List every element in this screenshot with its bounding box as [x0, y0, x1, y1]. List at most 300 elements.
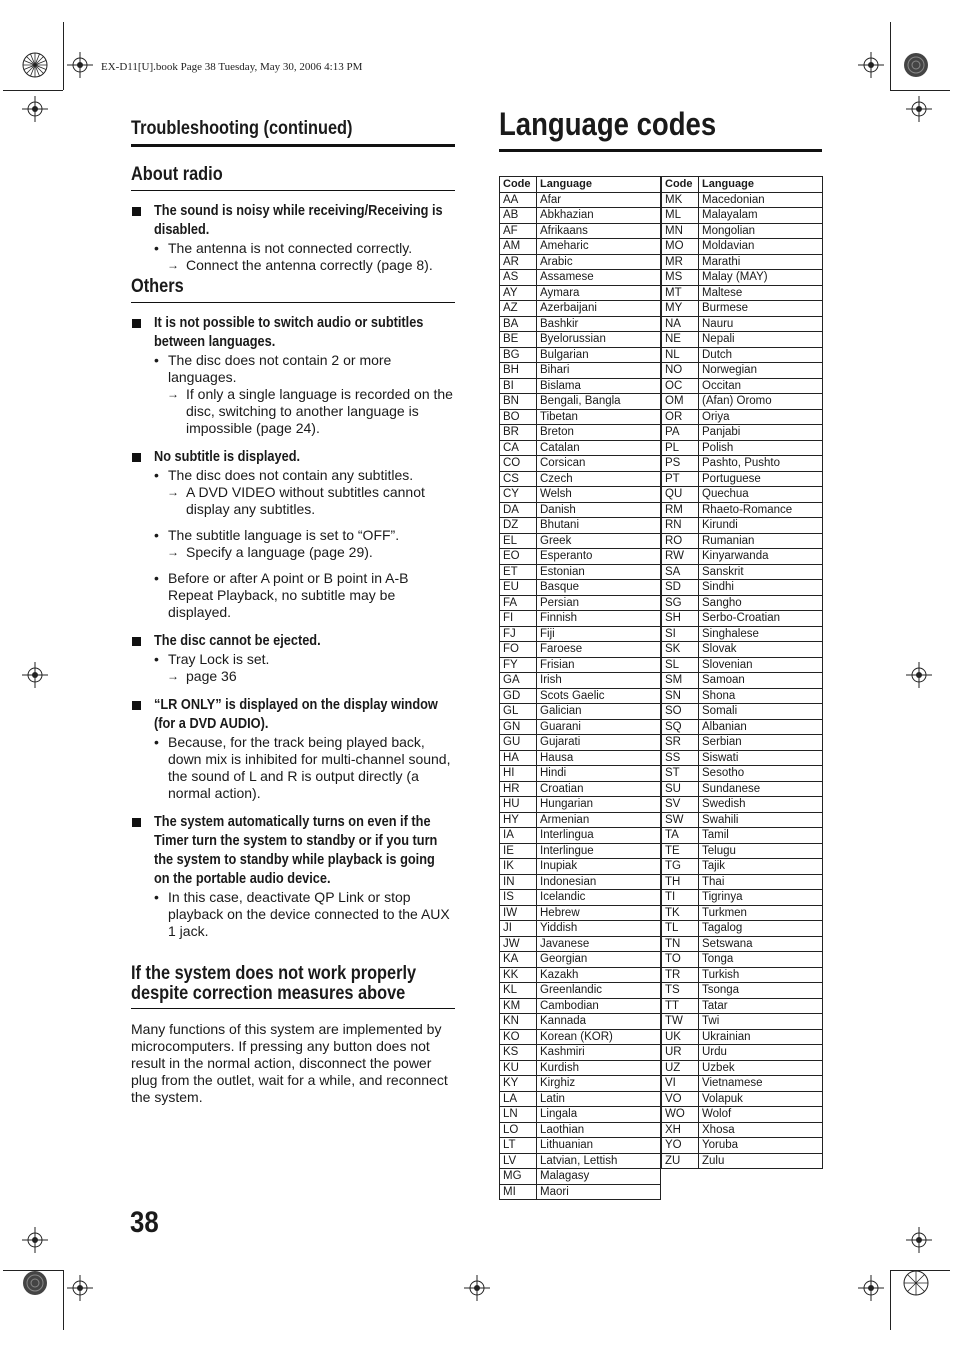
language-name-cell: Armenian [537, 812, 661, 828]
table-row [500, 487, 661, 503]
language-code-cell: EO [500, 549, 537, 565]
table-row [662, 797, 823, 813]
language-name-cell: Polish [699, 440, 823, 456]
registration-target-icon [903, 1270, 929, 1296]
language-code-cell: TK [662, 905, 699, 921]
language-name-cell: Byelorussian [537, 332, 661, 348]
not-working-heading: If the system does not work properly despite correction measures above [131, 963, 417, 1004]
language-name-cell: Estonian [537, 564, 661, 580]
table-row [662, 533, 823, 549]
language-code-cell: IE [500, 843, 537, 859]
square-bullet-icon [132, 701, 141, 710]
table-row [662, 1107, 823, 1123]
language-code-cell: IN [500, 874, 537, 890]
language-code-cell: TH [662, 874, 699, 890]
crosshair-icon [858, 52, 884, 78]
language-name-cell: Welsh [537, 487, 661, 503]
others-list [131, 314, 455, 940]
table-row [500, 874, 661, 890]
table-row [662, 471, 823, 487]
language-code-cell: TT [662, 998, 699, 1014]
language-name-cell: Finnish [537, 611, 661, 627]
language-name-cell: Bihari [537, 363, 661, 379]
table-row [500, 859, 661, 875]
language-name-cell: Swedish [699, 797, 823, 813]
language-code-cell: AF [500, 223, 537, 239]
language-name-cell: Rhaeto-Romance [699, 502, 823, 518]
table-row [500, 642, 661, 658]
table-row [500, 409, 661, 425]
language-code-cell: ST [662, 766, 699, 782]
table-row [500, 1153, 661, 1169]
language-name-cell: Afar [537, 192, 661, 208]
language-name-cell: Dutch [699, 347, 823, 363]
column-header-code: Code [500, 177, 537, 193]
table-row [500, 518, 661, 534]
table-row [662, 611, 823, 627]
table-header-row [662, 177, 823, 193]
table-row [662, 1091, 823, 1107]
language-code-cell: GN [500, 719, 537, 735]
square-bullet-icon [132, 637, 141, 646]
language-code-cell: EL [500, 533, 537, 549]
language-code-cell: CY [500, 487, 537, 503]
language-code-cell: MY [662, 301, 699, 317]
language-name-cell: Galician [537, 704, 661, 720]
registration-target-icon [22, 52, 48, 78]
heading-rule [131, 302, 455, 303]
language-name-cell: Malay (MAY) [699, 270, 823, 286]
language-code-cell: OC [662, 378, 699, 394]
question: No subtitle is displayed. [131, 448, 455, 467]
language-code-cell: AZ [500, 301, 537, 317]
language-name-cell: Bislama [537, 378, 661, 394]
table-row [662, 704, 823, 720]
table-row [662, 192, 823, 208]
arrow-right-icon: → [167, 387, 179, 401]
right-column [499, 106, 822, 152]
language-code-table-2 [661, 176, 823, 1169]
language-name-cell: Bengali, Bangla [537, 394, 661, 410]
language-code-cell: GU [500, 735, 537, 751]
language-code-cell: LV [500, 1153, 537, 1169]
language-code-cell: HA [500, 750, 537, 766]
arrow-right-icon: → [167, 545, 179, 559]
language-name-cell: Kashmiri [537, 1045, 661, 1061]
page-title: Language codes [499, 106, 717, 142]
language-code-cell: AB [500, 208, 537, 224]
language-name-cell: Tatar [699, 998, 823, 1014]
language-code-cell: BE [500, 332, 537, 348]
language-code-cell: KL [500, 983, 537, 999]
language-name-cell: Samoan [699, 673, 823, 689]
language-name-cell: Oriya [699, 409, 823, 425]
language-name-cell: Yiddish [537, 921, 661, 937]
language-code-cell: MK [662, 192, 699, 208]
language-code-cell: EU [500, 580, 537, 596]
language-name-cell: Lithuanian [537, 1138, 661, 1154]
language-name-cell: Scots Gaelic [537, 688, 661, 704]
language-name-cell: Greek [537, 533, 661, 549]
language-code-cell: IS [500, 890, 537, 906]
table-row [662, 1060, 823, 1076]
language-code-cell: SS [662, 750, 699, 766]
language-name-cell: Laothian [537, 1122, 661, 1138]
table-row [662, 239, 823, 255]
language-name-cell: Burmese [699, 301, 823, 317]
table-row [500, 192, 661, 208]
table-row [662, 843, 823, 859]
table-row [662, 983, 823, 999]
language-code-cell: SH [662, 611, 699, 627]
language-name-cell: Fiji [537, 626, 661, 642]
language-name-cell: Sangho [699, 595, 823, 611]
language-name-cell: Telugu [699, 843, 823, 859]
table-row [500, 208, 661, 224]
language-name-cell: Panjabi [699, 425, 823, 441]
table-row [662, 1153, 823, 1169]
language-code-cell: SG [662, 595, 699, 611]
table-row [500, 471, 661, 487]
question: “LR ONLY” is displayed on the display window (for a DVD AUDIO). [131, 696, 455, 734]
table-row [500, 843, 661, 859]
table-row [662, 270, 823, 286]
table-row [662, 719, 823, 735]
table-row [662, 378, 823, 394]
language-code-cell: BG [500, 347, 537, 363]
table-row [662, 549, 823, 565]
language-code-cell: BI [500, 378, 537, 394]
language-code-cell: SQ [662, 719, 699, 735]
language-name-cell: Volapuk [699, 1091, 823, 1107]
section-title: Troubleshooting (continued) [131, 118, 353, 139]
language-name-cell: Maori [537, 1184, 661, 1200]
table-row [500, 611, 661, 627]
language-code-cell: FI [500, 611, 537, 627]
table-row [662, 595, 823, 611]
table-row [500, 1060, 661, 1076]
table-row [500, 1076, 661, 1092]
language-name-cell: Serbo-Croatian [699, 611, 823, 627]
language-name-cell: Pashto, Pushto [699, 456, 823, 472]
table-row [500, 270, 661, 286]
table-row [662, 316, 823, 332]
table-row [662, 285, 823, 301]
language-name-cell: Nauru [699, 316, 823, 332]
language-name-cell: Abkhazian [537, 208, 661, 224]
question: It is not possible to switch audio or subtitles between languages. [131, 314, 455, 352]
language-name-cell: Sanskrit [699, 564, 823, 580]
language-code-cell: BR [500, 425, 537, 441]
language-name-cell: Albanian [699, 719, 823, 735]
language-code-cell: KN [500, 1014, 537, 1030]
language-code-cell: PA [662, 425, 699, 441]
answer: • The antenna is not connected correctly. [154, 240, 413, 256]
language-code-cell: IW [500, 905, 537, 921]
language-code-cell: MG [500, 1169, 537, 1185]
language-name-cell: Slovak [699, 642, 823, 658]
question: The system automatically turns on even if the Timer turn the system to standby or if you turn the system to standby while playback is going on the portable audio device. [131, 813, 455, 889]
language-code-cell: UZ [662, 1060, 699, 1076]
language-name-cell: Occitan [699, 378, 823, 394]
language-name-cell: Swahili [699, 812, 823, 828]
table-row [500, 719, 661, 735]
language-code-cell: CO [500, 456, 537, 472]
table-row [662, 657, 823, 673]
language-name-cell: Guarani [537, 719, 661, 735]
language-name-cell: Latin [537, 1091, 661, 1107]
column-header-language: Language [537, 177, 661, 193]
language-name-cell: Kirundi [699, 518, 823, 534]
language-code-cell: AR [500, 254, 537, 270]
registration-target-icon [903, 52, 929, 78]
language-code-cell: NL [662, 347, 699, 363]
language-name-cell: Wolof [699, 1107, 823, 1123]
language-name-cell: Indonesian [537, 874, 661, 890]
crosshair-icon [67, 1275, 93, 1301]
table-row [662, 781, 823, 797]
left-column [131, 118, 455, 1106]
language-name-cell: Twi [699, 1014, 823, 1030]
language-code-cell: KA [500, 952, 537, 968]
language-code-cell: YO [662, 1138, 699, 1154]
language-name-cell: Tajik [699, 859, 823, 875]
language-name-cell: Tagalog [699, 921, 823, 937]
language-name-cell: Corsican [537, 456, 661, 472]
language-name-cell: Aymara [537, 285, 661, 301]
language-name-cell: Zulu [699, 1153, 823, 1169]
language-name-cell: Inupiak [537, 859, 661, 875]
language-name-cell: Kannada [537, 1014, 661, 1030]
table-row [500, 967, 661, 983]
language-code-cell: UK [662, 1029, 699, 1045]
language-name-cell: Tibetan [537, 409, 661, 425]
table-row [500, 1184, 661, 1200]
table-row [662, 998, 823, 1014]
language-code-cell: KM [500, 998, 537, 1014]
table-row [500, 781, 661, 797]
crosshair-icon [22, 662, 48, 688]
language-code-cell: DZ [500, 518, 537, 534]
language-name-cell: Kazakh [537, 967, 661, 983]
language-name-cell: Singhalese [699, 626, 823, 642]
table-row [662, 1029, 823, 1045]
language-code-cell: DA [500, 502, 537, 518]
table-row [500, 797, 661, 813]
language-code-cell: JI [500, 921, 537, 937]
table-row [500, 1029, 661, 1045]
language-code-cell: LT [500, 1138, 537, 1154]
table-row [662, 750, 823, 766]
table-row [500, 657, 661, 673]
table-row [500, 952, 661, 968]
language-name-cell: Latvian, Lettish [537, 1153, 661, 1169]
language-name-cell: Ameharic [537, 239, 661, 255]
language-code-cell: MT [662, 285, 699, 301]
table-row [500, 378, 661, 394]
table-row [500, 347, 661, 363]
table-row [662, 626, 823, 642]
language-code-cell: HU [500, 797, 537, 813]
language-code-cell: RW [662, 549, 699, 565]
language-code-cell: BA [500, 316, 537, 332]
language-code-cell: RN [662, 518, 699, 534]
table-row [500, 735, 661, 751]
language-name-cell: Slovenian [699, 657, 823, 673]
language-code-cell: SD [662, 580, 699, 596]
question: The disc cannot be ejected. [131, 632, 455, 651]
language-name-cell: Somali [699, 704, 823, 720]
arrow-right-icon: → [167, 669, 179, 683]
table-row [662, 208, 823, 224]
table-row [500, 921, 661, 937]
table-row [662, 890, 823, 906]
language-code-cell: KK [500, 967, 537, 983]
language-name-cell: Bhutani [537, 518, 661, 534]
answer: • Tray Lock is set. [154, 651, 270, 667]
language-name-cell: Georgian [537, 952, 661, 968]
language-name-cell: Tigrinya [699, 890, 823, 906]
table-row [500, 905, 661, 921]
table-row [500, 425, 661, 441]
language-code-cell: ML [662, 208, 699, 224]
language-name-cell: Tsonga [699, 983, 823, 999]
language-code-cell: GD [500, 688, 537, 704]
language-code-cell: SN [662, 688, 699, 704]
language-code-cell: TW [662, 1014, 699, 1030]
language-name-cell: Marathi [699, 254, 823, 270]
crosshair-icon [67, 52, 93, 78]
language-name-cell: Siswati [699, 750, 823, 766]
language-name-cell: Rumanian [699, 533, 823, 549]
language-code-cell: GA [500, 673, 537, 689]
language-name-cell: Tonga [699, 952, 823, 968]
language-name-cell: Afrikaans [537, 223, 661, 239]
language-name-cell: Hungarian [537, 797, 661, 813]
table-row [500, 1014, 661, 1030]
language-code-cell: FJ [500, 626, 537, 642]
language-name-cell: Turkish [699, 967, 823, 983]
language-code-cell: BN [500, 394, 537, 410]
language-code-cell: SR [662, 735, 699, 751]
language-name-cell: Maltese [699, 285, 823, 301]
language-name-cell: Sesotho [699, 766, 823, 782]
crosshair-icon [858, 1275, 884, 1301]
language-name-cell: Catalan [537, 440, 661, 456]
others-heading: Others [131, 276, 184, 297]
remedy: → If only a single language is recorded on the disc, switching to another language is impossible (page 24). [167, 386, 453, 436]
language-code-cell: QU [662, 487, 699, 503]
table-row [500, 595, 661, 611]
language-code-cell: MI [500, 1184, 537, 1200]
square-bullet-icon [132, 319, 141, 328]
language-code-cell: NO [662, 363, 699, 379]
crosshair-icon [22, 96, 48, 122]
table-row [662, 223, 823, 239]
language-code-cell: AA [500, 192, 537, 208]
language-code-cell: NE [662, 332, 699, 348]
page-number: 38 [130, 1206, 159, 1239]
language-code-cell: OR [662, 409, 699, 425]
language-name-cell: Nepali [699, 332, 823, 348]
language-code-cell: ZU [662, 1153, 699, 1169]
language-name-cell: Turkmen [699, 905, 823, 921]
language-code-cell: TL [662, 921, 699, 937]
table-row [500, 1169, 661, 1185]
table-row [662, 1076, 823, 1092]
table-row [662, 456, 823, 472]
table-row [662, 905, 823, 921]
language-name-cell: Vietnamese [699, 1076, 823, 1092]
language-code-cell: IA [500, 828, 537, 844]
language-name-cell: Bashkir [537, 316, 661, 332]
table-row [500, 316, 661, 332]
table-row [500, 533, 661, 549]
table-row [662, 409, 823, 425]
language-name-cell: Interlingua [537, 828, 661, 844]
language-code-cell: TR [662, 967, 699, 983]
language-code-cell: SO [662, 704, 699, 720]
language-name-cell: Czech [537, 471, 661, 487]
table-row [500, 626, 661, 642]
language-name-cell: Yoruba [699, 1138, 823, 1154]
square-bullet-icon [132, 453, 141, 462]
question: The sound is noisy while receiving/Receiving is disabled. [131, 202, 455, 240]
language-code-cell: FA [500, 595, 537, 611]
answer: • In this case, deactivate QP Link or stop playback on the device connected to the AUX 1 jack. [154, 889, 450, 939]
table-row [662, 874, 823, 890]
table-row [662, 642, 823, 658]
table-row [500, 936, 661, 952]
table-row [662, 487, 823, 503]
table-row [500, 363, 661, 379]
language-code-cell: RO [662, 533, 699, 549]
language-name-cell: Sundanese [699, 781, 823, 797]
language-name-cell: Serbian [699, 735, 823, 751]
table-row [662, 952, 823, 968]
table-row [662, 254, 823, 270]
language-code-cell: FO [500, 642, 537, 658]
table-row [662, 363, 823, 379]
language-name-cell: Gujarati [537, 735, 661, 751]
table-row [662, 859, 823, 875]
language-code-cell: WO [662, 1107, 699, 1123]
language-code-cell: LO [500, 1122, 537, 1138]
answer: • The disc does not contain 2 or more languages. [154, 352, 392, 385]
table-row [500, 1091, 661, 1107]
column-header-code: Code [662, 177, 699, 193]
table-row [500, 1138, 661, 1154]
language-code-cell: HY [500, 812, 537, 828]
table-row [662, 812, 823, 828]
language-code-cell: HR [500, 781, 537, 797]
language-code-cell: MR [662, 254, 699, 270]
language-code-cell: BH [500, 363, 537, 379]
language-code-cell: OM [662, 394, 699, 410]
table-row [500, 456, 661, 472]
language-code-cell: CA [500, 440, 537, 456]
language-code-cell: ET [500, 564, 537, 580]
language-code-cell: NA [662, 316, 699, 332]
table-row [662, 301, 823, 317]
language-name-cell: Kirghiz [537, 1076, 661, 1092]
language-name-cell: Setswana [699, 936, 823, 952]
table-row [500, 564, 661, 580]
language-code-cell: TS [662, 983, 699, 999]
table-row [500, 1122, 661, 1138]
language-code-cell: AS [500, 270, 537, 286]
language-code-cell: JW [500, 936, 537, 952]
